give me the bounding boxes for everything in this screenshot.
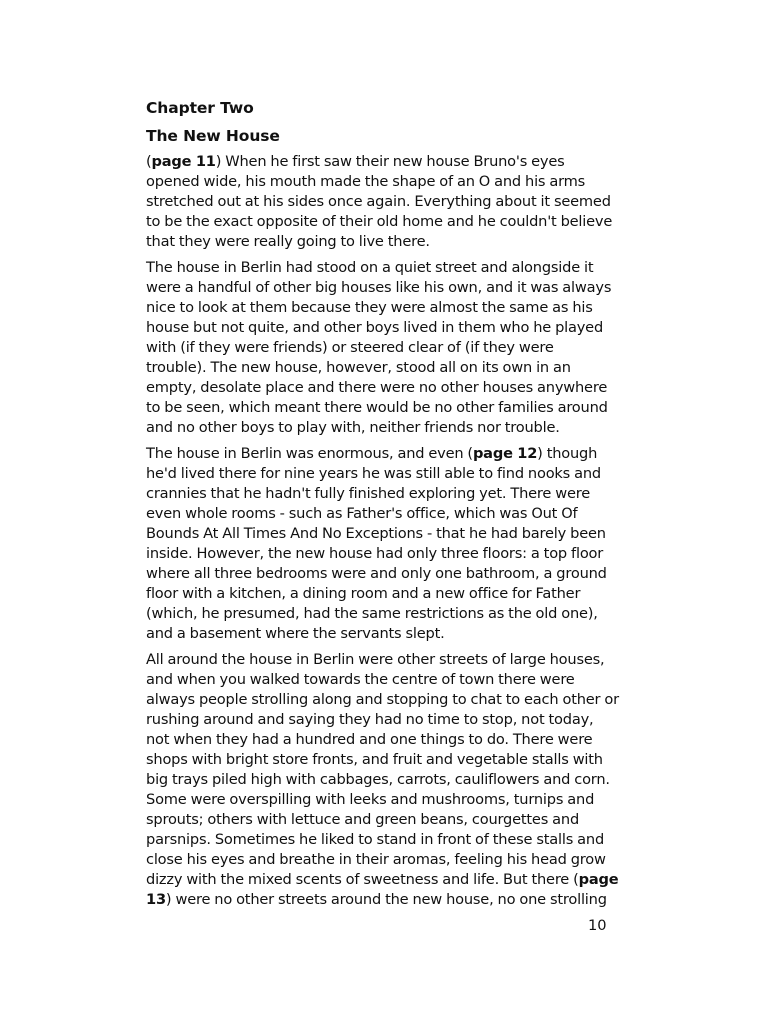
- text-segment: Bounds At All Times And No Exceptions - that he had barely been: [146, 525, 606, 542]
- text-line: [146, 418, 630, 438]
- text-segment: he'd lived there for nine years he was still able to find nooks and: [146, 465, 601, 482]
- text-line: [146, 258, 630, 278]
- text-line: [146, 730, 630, 750]
- text-segment: inside. However, the new house had only three floors: a top floor: [146, 545, 604, 562]
- text-line: [146, 710, 630, 730]
- text-segment: floor with a kitchen, a dining room and a new office for Father: [146, 585, 581, 602]
- text-line: [146, 524, 630, 544]
- text-segment: big trays piled high with cabbages, carrots, cauliflowers and corn.: [146, 771, 610, 788]
- text-line: [146, 232, 630, 252]
- text-segment: and no other boys to play with, neither friends nor trouble.: [146, 419, 560, 436]
- text-line: [146, 584, 630, 604]
- text-line: [146, 690, 630, 710]
- text-segment: sprouts; others with lettuce and green beans, courgettes and: [146, 811, 580, 828]
- text-line: [146, 504, 630, 524]
- text-segment: crannies that he hadn't fully finished exploring yet. There were: [146, 485, 591, 502]
- page-number: 10: [588, 917, 607, 934]
- text-segment: close his eyes and breathe in their aromas, feeling his head grow: [146, 851, 606, 868]
- text-segment: dizzy with the mixed scents of sweetness and life. But there (: [146, 871, 579, 888]
- text-segment: ) When he first saw their new house Bruno's eyes: [215, 153, 565, 170]
- text-line: [146, 890, 630, 910]
- text-line: [146, 172, 630, 192]
- text-segment: trouble). The new house, however, stood all on its own in an: [146, 359, 571, 376]
- text-line: [146, 850, 630, 870]
- text-segment: to be the exact opposite of their old home and he couldn't believe: [146, 213, 613, 230]
- text-line: [146, 484, 630, 504]
- text-segment: rushing around and saying they had no time to stop, not today,: [146, 711, 594, 728]
- page-reference: page 11: [151, 153, 216, 170]
- text-line: [146, 278, 630, 298]
- text-line: [146, 670, 630, 690]
- book-page: [146, 98, 630, 916]
- text-line: [146, 464, 630, 484]
- text-line: [146, 870, 630, 890]
- text-line: [146, 650, 630, 670]
- chapter-subtitle: The New House: [146, 127, 280, 145]
- text-line: [146, 770, 630, 790]
- text-segment: that they were really going to live there.: [146, 233, 430, 250]
- page-reference: page: [578, 871, 619, 888]
- text-line: [146, 444, 630, 464]
- text-line: [146, 152, 630, 172]
- chapter-body: [146, 152, 630, 910]
- text-segment: opened wide, his mouth made the shape of an O and his arms: [146, 173, 586, 190]
- text-segment: with (if they were friends) or steered clear of (if they were: [146, 339, 554, 356]
- paragraph: [146, 152, 630, 252]
- text-segment: to be seen, which meant there would be no other families around: [146, 399, 608, 416]
- paragraph: [146, 258, 630, 438]
- text-line: [146, 604, 630, 624]
- text-segment: Some were overspilling with leeks and mushrooms, turnips and: [146, 791, 595, 808]
- paragraph: [146, 444, 630, 644]
- page-reference: 13: [146, 891, 166, 908]
- text-segment: stretched out at his sides once again. Everything about it seemed: [146, 193, 611, 210]
- page-reference: page 12: [472, 445, 538, 462]
- text-segment: ) though: [537, 445, 598, 462]
- text-segment: ) were no other streets around the new house, no one strolling: [165, 891, 607, 908]
- text-segment: and when you walked towards the centre of town there were: [146, 671, 575, 688]
- text-segment: All around the house in Berlin were other streets of large houses,: [146, 651, 605, 668]
- text-segment: parsnips. Sometimes he liked to stand in front of these stalls and: [146, 831, 605, 848]
- text-line: [146, 830, 630, 850]
- text-line: [146, 790, 630, 810]
- chapter-title: Chapter Two: [146, 99, 254, 117]
- text-line: [146, 378, 630, 398]
- text-segment: where all three bedrooms were and only one bathroom, a ground: [146, 565, 607, 582]
- text-line: [146, 192, 630, 212]
- text-segment: (which, he presumed, had the same restrictions as the old one),: [146, 605, 598, 622]
- text-line: [146, 318, 630, 338]
- text-segment: nice to look at them because they were almost the same as his: [146, 299, 593, 316]
- text-line: [146, 298, 630, 318]
- text-segment: not when they had a hundred and one things to do. There were: [146, 731, 593, 748]
- text-segment: house but not quite, and other boys lived in them who he played: [146, 319, 604, 336]
- text-line: [146, 544, 630, 564]
- text-line: [146, 564, 630, 584]
- text-segment: shops with bright store fronts, and fruit and vegetable stalls with: [146, 751, 603, 768]
- text-line: [146, 398, 630, 418]
- text-line: [146, 624, 630, 644]
- text-segment: empty, desolate place and there were no other houses anywhere: [146, 379, 608, 396]
- text-segment: were a handful of other big houses like his own, and it was always: [146, 279, 612, 296]
- text-line: [146, 358, 630, 378]
- text-segment: The house in Berlin had stood on a quiet street and alongside it: [146, 259, 594, 276]
- paragraph: [146, 650, 630, 910]
- text-line: [146, 212, 630, 232]
- text-segment: always people strolling along and stopping to chat to each other or: [146, 691, 619, 708]
- text-line: [146, 338, 630, 358]
- text-line: [146, 750, 630, 770]
- text-segment: (: [146, 153, 152, 170]
- text-line: [146, 810, 630, 830]
- text-segment: and a basement where the servants slept.: [146, 625, 445, 642]
- text-segment: The house in Berlin was enormous, and even (: [146, 445, 473, 462]
- text-segment: even whole rooms - such as Father's office, which was Out Of: [146, 505, 578, 522]
